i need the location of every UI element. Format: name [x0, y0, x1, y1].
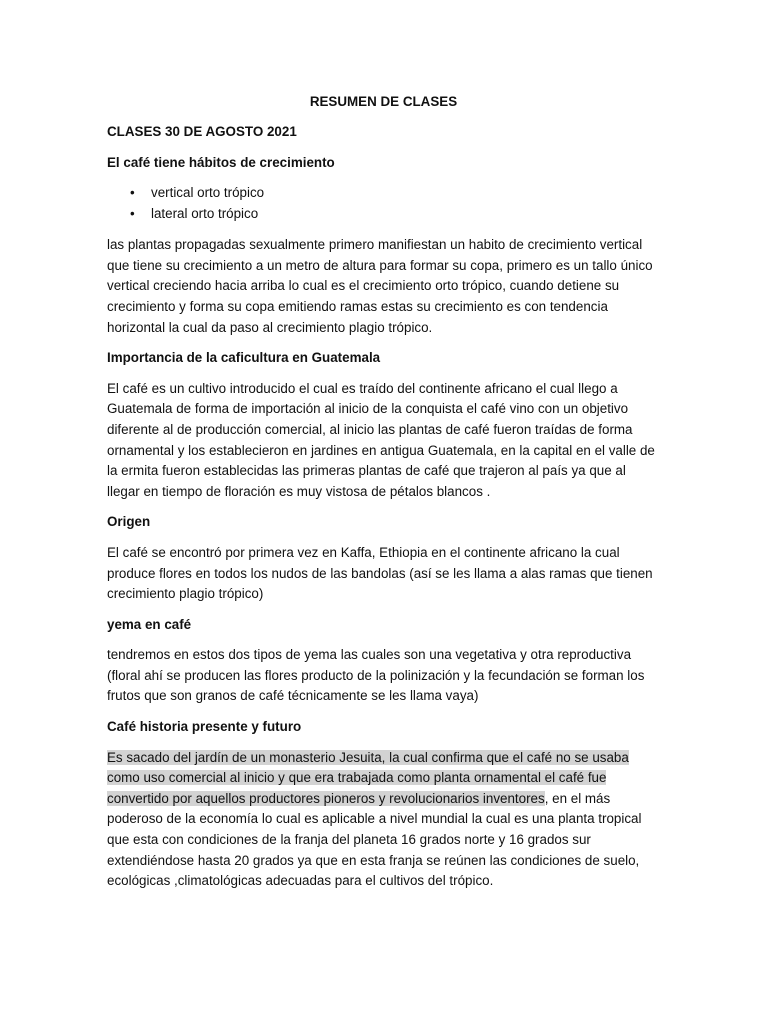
bullet-icon: •	[130, 206, 135, 222]
importance-paragraph: El café es un cultivo introducido el cual es traído del continente africano el cual llego a Guatemala de forma de importación al inicio de la conquista el café vino con un objetivo diferente al de producción comercial, al inicio las plantas de café fueron traídas de forma ornamental y los establecieron en jardines en antigua Guatemala, en la capital en el valle de la ermita fueron establecidas las primeras plantas de café que trajeron al país ya que al llegar en tiempo de floración es muy vistosa de pétalos blancos .	[107, 380, 655, 499]
section-heading-history: Café historia presente y futuro	[107, 719, 302, 735]
growth-habits-paragraph: las plantas propagadas sexualmente primero manifiestan un habito de crecimiento vertical que tiene su crecimiento a un metro de altura para formar su copa, primero es un tallo único vertical creciendo hacia arriba lo cual es el crecimiento orto trópico, cuando detiene su crecimiento y forma su copa emitiendo ramas estas su crecimiento es con tendencia horizontal la cual da paso al crecimiento plagio trópico.	[107, 237, 653, 335]
list-item	[130, 183, 660, 204]
bullet-icon: •	[130, 185, 135, 201]
history-paragraph	[107, 748, 660, 892]
highlighted-text: Es sacado del jardín de un monasterio Jesuita, la cual confirma que el café no se usaba como uso comercial al inicio y que era trabajada como planta ornamental el café fue convertido por aquellos productores pioneros y revolucionarios inventores	[107, 749, 629, 806]
growth-habits-list	[107, 183, 660, 225]
buds-paragraph: tendremos en estos dos tipos de yema las cuales son una vegetativa y otra reproductiva (floral ahí se producen las flores producto de la polinización y la fecundación se forman los frutos que son granos de café técnicamente se les llama vaya)	[107, 647, 645, 704]
list-item-text: lateral orto trópico	[151, 206, 259, 222]
list-item-text: vertical orto trópico	[151, 185, 265, 201]
date-heading: CLASES 30 DE AGOSTO 2021	[107, 124, 297, 139]
list-item	[130, 204, 660, 225]
section-heading-growth-habits: El café tiene hábitos de crecimiento	[107, 154, 335, 170]
origin-paragraph: El café se encontró por primera vez en Kaffa, Ethiopia en el continente africano la cual produce flores en todos los nudos de las bandolas (así se les llama a alas ramas que tienen crecimiento plagio trópico)	[107, 544, 653, 602]
document-content	[107, 92, 660, 902]
section-heading-origin: Origen	[107, 514, 151, 530]
section-heading-importance: Importancia de la caficultura en Guatemala	[107, 350, 381, 366]
history-paragraph-rest: , en el más poderoso de la economía lo cual es aplicable a nivel mundial la cual es una planta tropical que esta con condiciones de la franja del planeta 16 grados norte y 16 grados sur extendiéndose hasta 20 grados ya que en esta franja se reúnen las condiciones de suelo, ecológicas ,climatológicas adecuadas para el cultivos del trópico.	[107, 790, 642, 889]
section-heading-buds: yema en café	[107, 616, 192, 632]
document-title: RESUMEN DE CLASES	[309, 94, 458, 109]
